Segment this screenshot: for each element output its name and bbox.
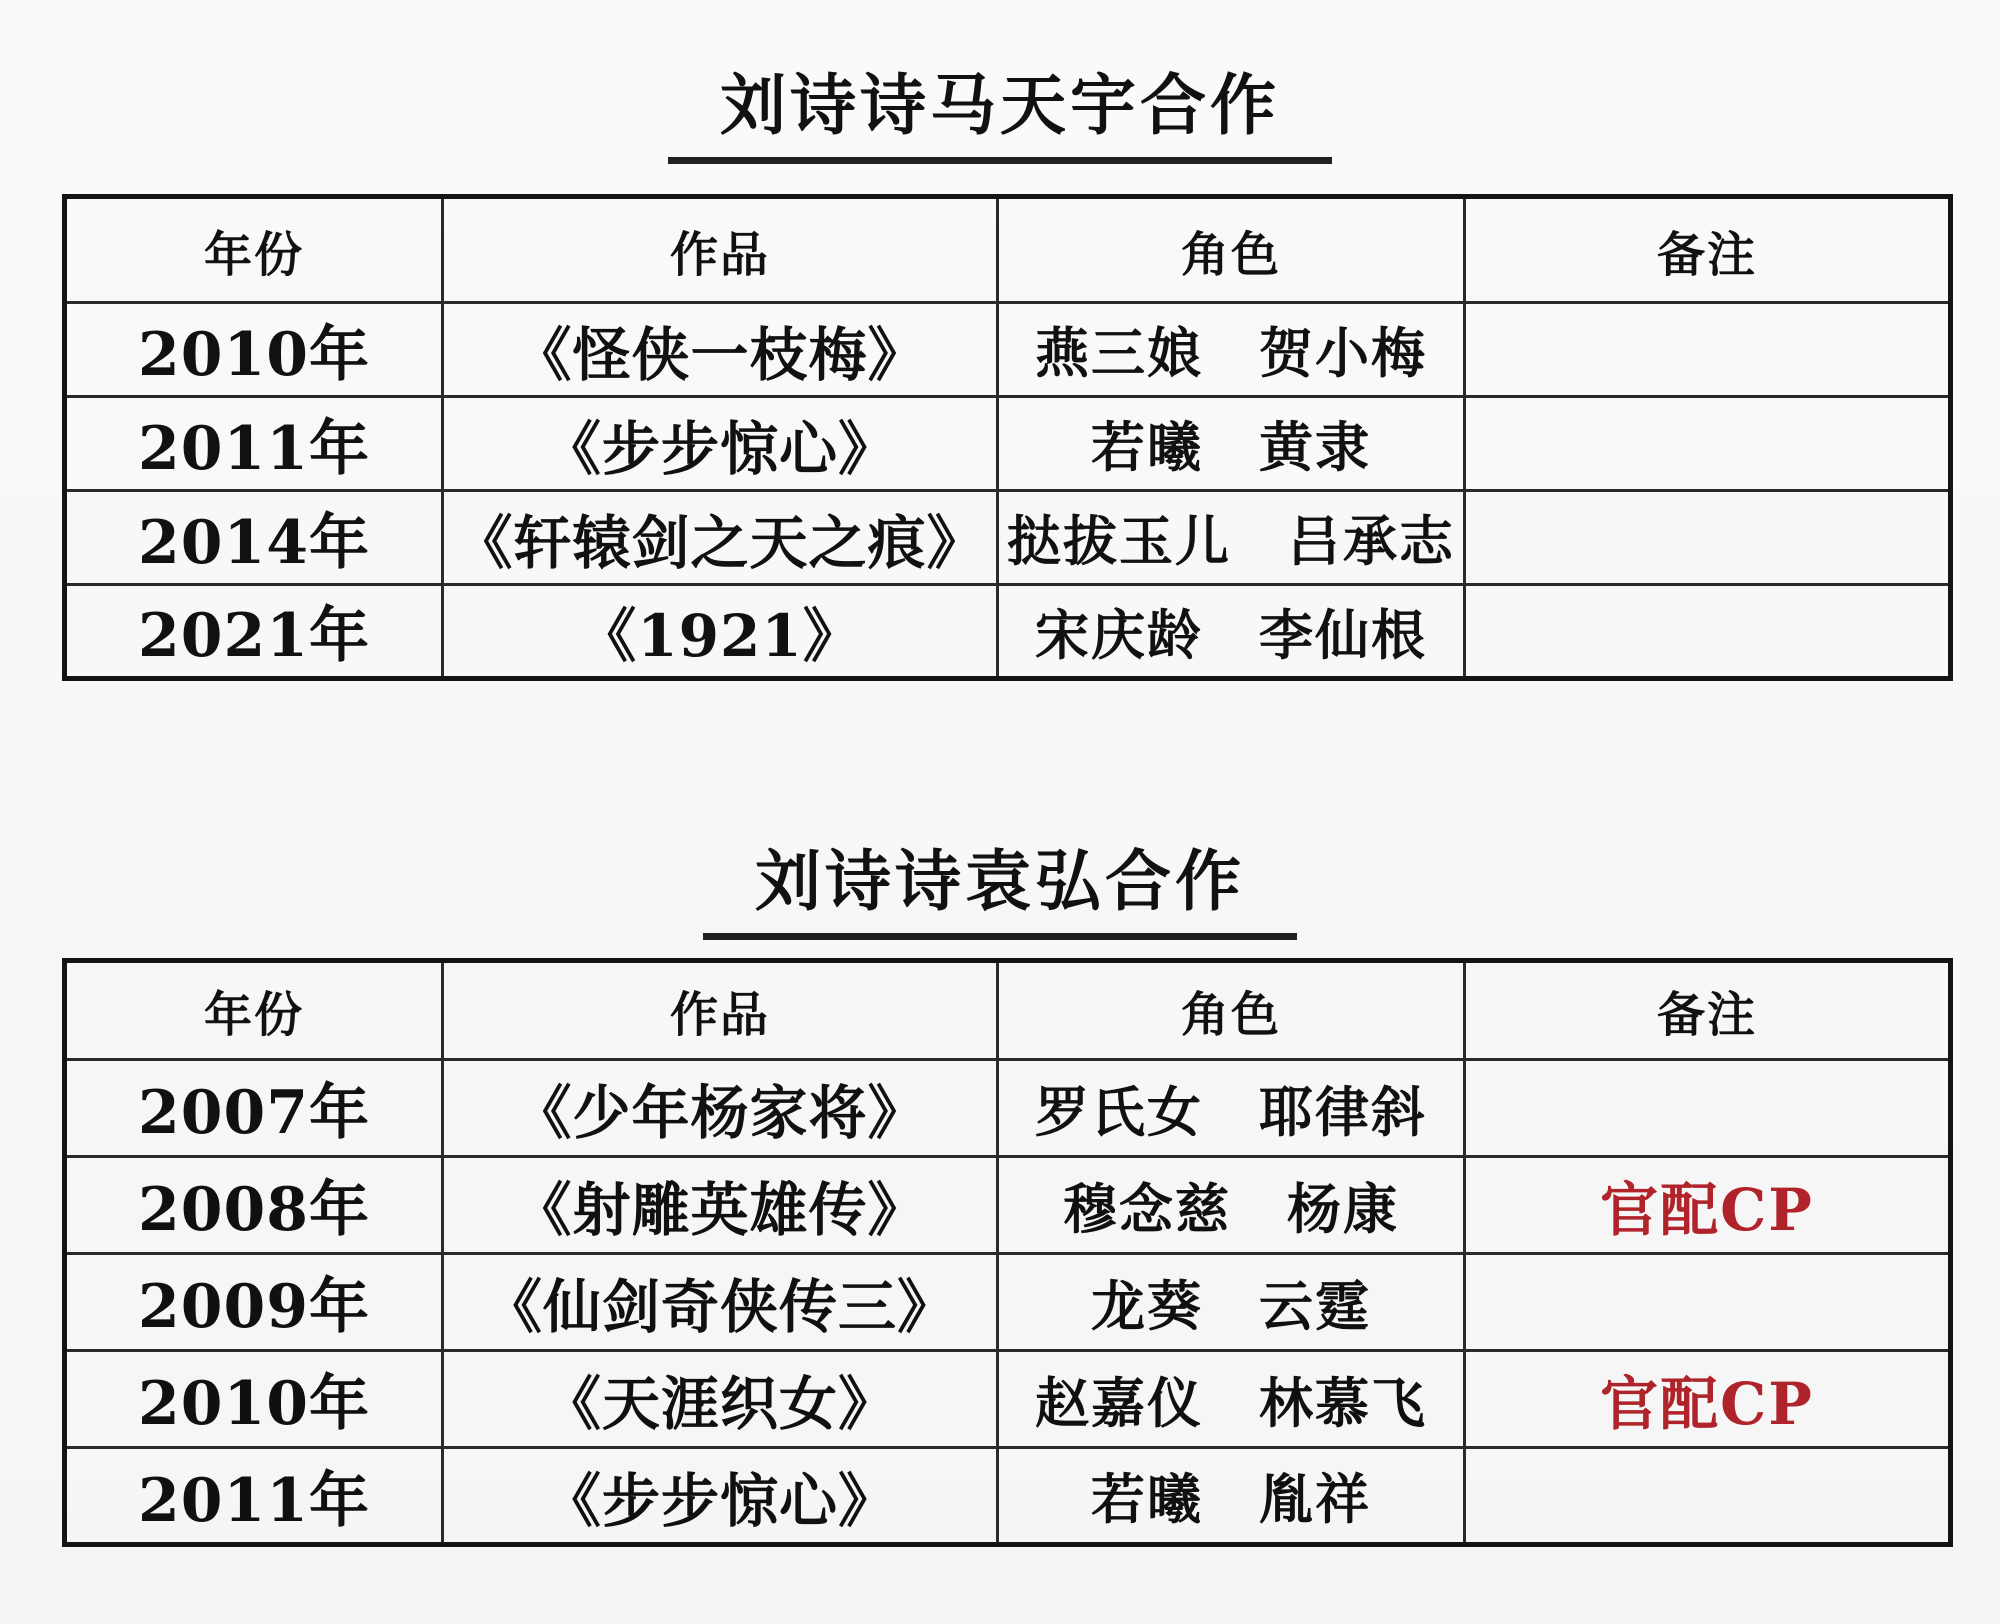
work-cell: 《少年杨家将》 — [443, 1060, 998, 1157]
table-row — [65, 491, 1951, 585]
work-cell: 《1921》 — [443, 585, 998, 679]
table-row — [65, 1448, 1951, 1545]
table-row — [65, 1157, 1951, 1254]
table1-header-role: 角色 — [998, 197, 1465, 303]
work-cell: 《射雕英雄传》 — [443, 1157, 998, 1254]
role-cell: 燕三娘 贺小梅 — [998, 303, 1465, 397]
note-cell: 官配CP — [1465, 1157, 1951, 1254]
role-cell: 赵嘉仪 林慕飞 — [998, 1351, 1465, 1448]
role-cell: 穆念慈 杨康 — [998, 1157, 1465, 1254]
table-row — [65, 585, 1951, 679]
work-cell: 《步步惊心》 — [443, 1448, 998, 1545]
collaboration-table-yuan-hong — [62, 958, 1953, 1547]
role-cell: 罗氏女 耶律斜 — [998, 1060, 1465, 1157]
role-cell: 若曦 胤祥 — [998, 1448, 1465, 1545]
table1-header-row — [65, 197, 1951, 303]
table-row — [65, 1060, 1951, 1157]
table2-header-work: 作品 — [443, 961, 998, 1060]
year-cell: 2007年 — [65, 1060, 443, 1157]
role-cell: 龙葵 云霆 — [998, 1254, 1465, 1351]
table2-header-year: 年份 — [65, 961, 443, 1060]
section1-title-text: 刘诗诗马天宇合作 — [668, 52, 1332, 164]
table-row — [65, 397, 1951, 491]
role-cell: 挞拔玉儿 吕承志 — [998, 491, 1465, 585]
year-cell: 2010年 — [65, 1351, 443, 1448]
year-cell: 2011年 — [65, 397, 443, 491]
role-cell: 若曦 黄隶 — [998, 397, 1465, 491]
note-cell — [1465, 585, 1951, 679]
note-cell — [1465, 1060, 1951, 1157]
table2-header-row — [65, 961, 1951, 1060]
year-cell: 2011年 — [65, 1448, 443, 1545]
note-cell: 官配CP — [1465, 1351, 1951, 1448]
year-cell: 2008年 — [65, 1157, 443, 1254]
section2-title — [0, 828, 2000, 940]
table-row — [65, 1351, 1951, 1448]
section1-title — [0, 52, 2000, 164]
year-cell: 2010年 — [65, 303, 443, 397]
section2-title-text: 刘诗诗袁弘合作 — [703, 828, 1297, 940]
note-cell — [1465, 303, 1951, 397]
table2-header-role: 角色 — [998, 961, 1465, 1060]
table1-header-work: 作品 — [443, 197, 998, 303]
year-cell: 2021年 — [65, 585, 443, 679]
table1-header-note: 备注 — [1465, 197, 1951, 303]
table1-header-year: 年份 — [65, 197, 443, 303]
role-cell: 宋庆龄 李仙根 — [998, 585, 1465, 679]
work-cell: 《步步惊心》 — [443, 397, 998, 491]
table-row — [65, 303, 1951, 397]
year-cell: 2014年 — [65, 491, 443, 585]
note-cell — [1465, 491, 1951, 585]
work-cell: 《怪侠一枝梅》 — [443, 303, 998, 397]
work-cell: 《轩辕剑之天之痕》 — [443, 491, 998, 585]
table-row — [65, 1254, 1951, 1351]
work-cell: 《天涯织女》 — [443, 1351, 998, 1448]
note-cell — [1465, 1254, 1951, 1351]
year-cell: 2009年 — [65, 1254, 443, 1351]
note-cell — [1465, 1448, 1951, 1545]
work-cell: 《仙剑奇侠传三》 — [443, 1254, 998, 1351]
collaboration-table-ma-tianyu — [62, 194, 1953, 681]
table2-header-note: 备注 — [1465, 961, 1951, 1060]
note-cell — [1465, 397, 1951, 491]
